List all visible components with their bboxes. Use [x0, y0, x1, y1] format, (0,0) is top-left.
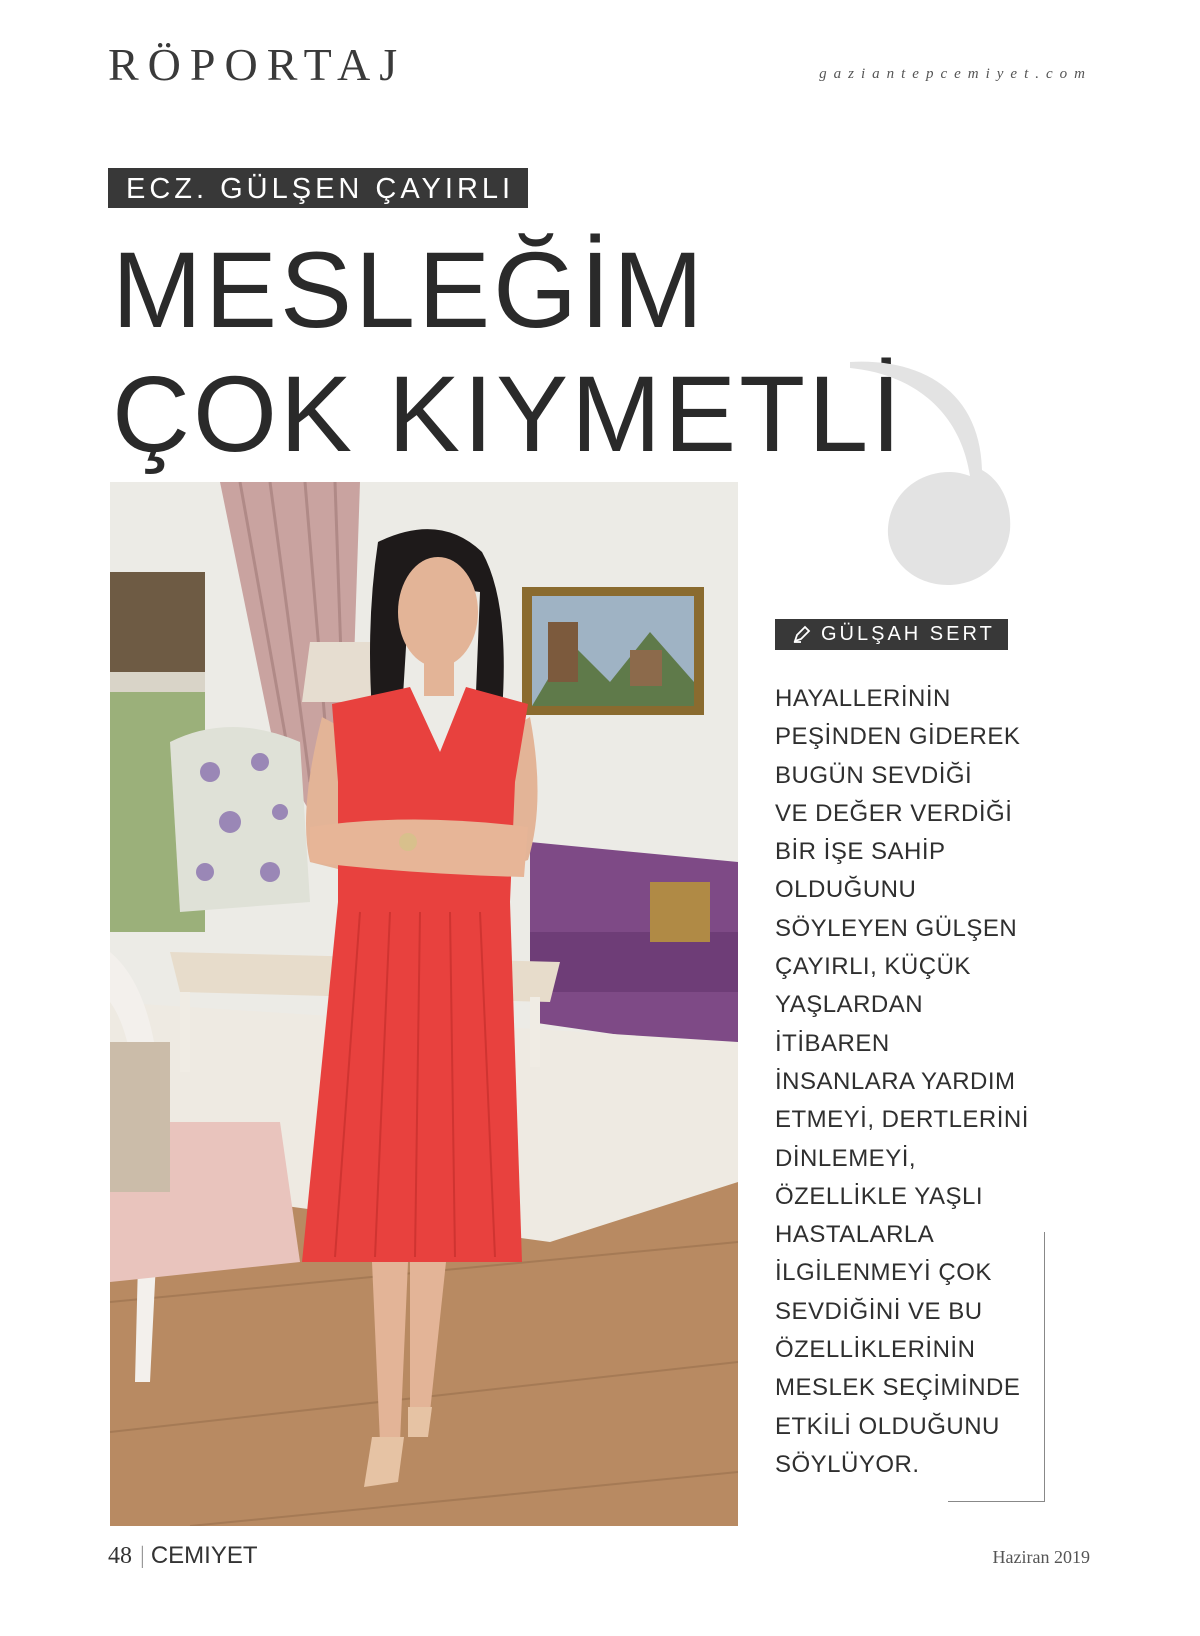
lead-line: PEŞİNDEN GİDEREK — [775, 723, 1021, 751]
lead-line: ÖZELLİKLERİNİN — [775, 1336, 976, 1364]
page-number: 48 — [108, 1543, 132, 1569]
lead-line: SÖYLÜYOR. — [775, 1450, 920, 1478]
lead-line: HASTALARLA — [775, 1221, 935, 1249]
footer-separator: | — [140, 1543, 145, 1569]
lead-line: İTİBAREN — [775, 1029, 890, 1057]
author-name: GÜLŞAH SERT — [821, 623, 995, 645]
subject-name-tag: ECZ. GÜLŞEN ÇAYIRLI — [108, 168, 528, 208]
magazine-name: CEMIYET — [150, 1542, 258, 1569]
lead-line: HAYALLERİNİN — [775, 685, 951, 712]
section-label: RÖPORTAJ — [108, 39, 407, 90]
lead-paragraph — [775, 680, 1045, 1484]
lead-line: ÖZELLİKLE YAŞLI — [775, 1182, 984, 1210]
portrait-photo — [110, 482, 738, 1526]
lead-line: DİNLEMEYİ, — [775, 1144, 917, 1172]
headline-line-1: MESLEĞİM — [112, 229, 707, 350]
lead-line: YAŞLARDAN — [775, 991, 924, 1019]
lead-line: MESLEK SEÇİMİNDE — [775, 1374, 1021, 1402]
author-byline — [775, 619, 1008, 650]
lead-line: OLDUĞUNU — [775, 876, 917, 904]
lead-line: ÇAYIRLI, KÜÇÜK — [775, 953, 971, 981]
lead-line: BİR İŞE SAHİP — [775, 838, 946, 866]
lead-line: ETKİLİ OLDUĞUNU — [775, 1412, 1000, 1440]
lead-line: İNSANLARA YARDIM — [775, 1067, 1016, 1095]
website-url: gaziantepcemiyet.com — [819, 66, 1092, 82]
lead-line: VE DEĞER VERDİĞİ — [775, 799, 1013, 827]
lead-frame-divider — [948, 1501, 1045, 1502]
issue-date: Haziran 2019 — [992, 1547, 1090, 1567]
headline-line-2: ÇOK KIYMETLİ — [112, 353, 905, 474]
lead-frame-divider — [1044, 1232, 1045, 1502]
lead-line: BUGÜN SEVDİĞİ — [775, 761, 973, 789]
quote-mark-icon — [850, 360, 1030, 590]
lead-line: SÖYLEYEN GÜLŞEN — [775, 914, 1018, 942]
pen-icon — [793, 625, 811, 643]
page-footer — [108, 1542, 258, 1570]
lead-line: İLGİLENMEYİ ÇOK — [775, 1259, 992, 1287]
lead-line: SEVDİĞİNİ VE BU — [775, 1297, 983, 1325]
lead-line: ETMEYİ, DERTLERİNİ — [775, 1106, 1029, 1134]
